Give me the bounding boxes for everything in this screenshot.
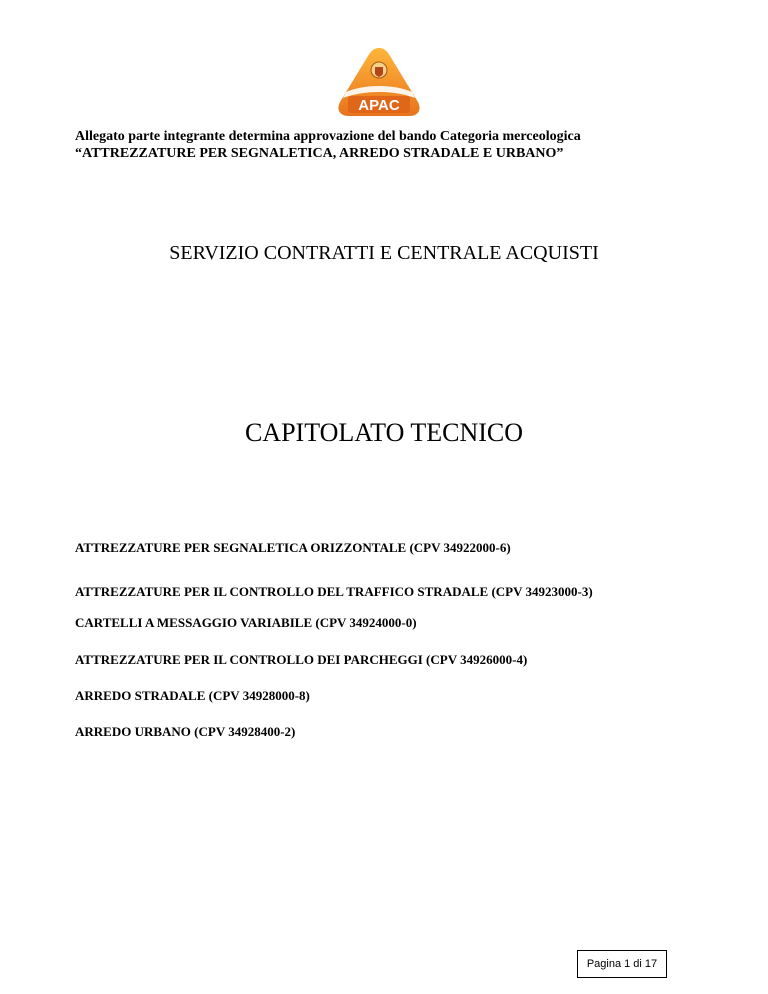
page-number-box — [577, 950, 667, 978]
apac-logo — [334, 44, 424, 120]
intro-line-1: Allegato parte integrante determina approvazione del bando Categoria merceologica — [75, 129, 581, 144]
cpv-item-arredo-stradale: ARREDO STRADALE (CPV 34928000-8) — [75, 688, 310, 703]
cpv-item-parcheggi: ATTREZZATURE PER IL CONTROLLO DEI PARCHEGGI (CPV 34926000-4) — [75, 652, 528, 667]
service-title: SERVIZIO CONTRATTI E CENTRALE ACQUISTI — [169, 242, 599, 264]
intro-block — [75, 128, 715, 162]
page-number-label: Pagina 1 di 17 — [586, 958, 658, 970]
apac-logo-icon — [334, 44, 424, 120]
cpv-item-traffico: ATTREZZATURE PER IL CONTROLLO DEL TRAFFICO STRADALE (CPV 34923000-3) — [75, 584, 593, 599]
cpv-item-segnaletica: ATTREZZATURE PER SEGNALETICA ORIZZONTALE (CPV 34922000-6) — [75, 540, 511, 555]
cpv-item-cartelli: CARTELLI A MESSAGGIO VARIABILE (CPV 34924000-0) — [75, 615, 417, 630]
document-title: CAPITOLATO TECNICO — [244, 418, 524, 447]
logo-lettering: APAC — [358, 97, 400, 114]
cpv-item-arredo-urbano: ARREDO URBANO (CPV 34928400-2) — [75, 724, 296, 739]
intro-line-2: “ATTREZZATURE PER SEGNALETICA, ARREDO STRADALE E URBANO” — [75, 146, 564, 161]
